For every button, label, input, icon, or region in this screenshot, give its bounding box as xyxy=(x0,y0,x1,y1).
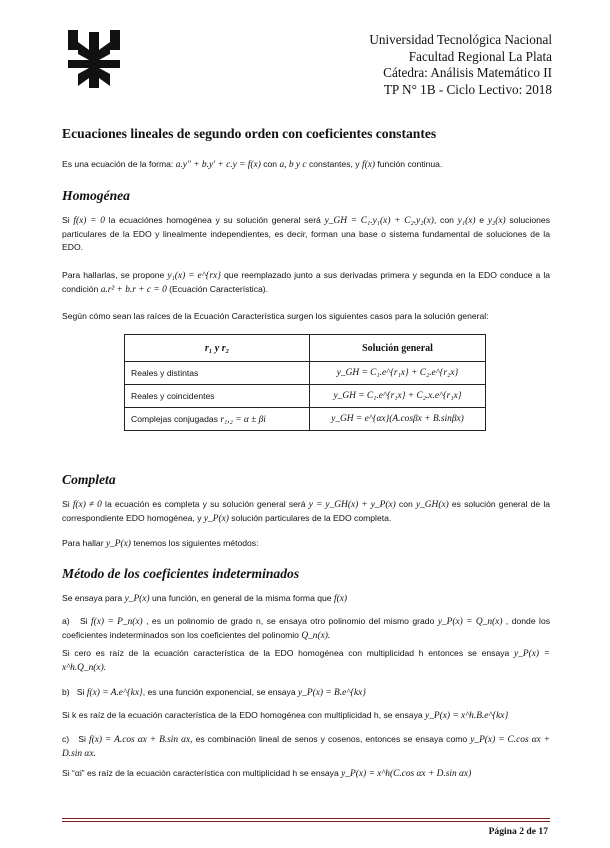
page-number: Página 2 de 17 xyxy=(488,826,548,837)
table-row xyxy=(125,408,486,431)
heading-homogenea: Homogénea xyxy=(62,188,130,203)
utn-logo xyxy=(68,30,120,88)
completa-paragraph-2: Para hallar y_P(x) tenemos los siguientes métodos: xyxy=(62,538,259,549)
table-header-roots: r₁ y r₂ xyxy=(125,335,310,362)
metodo-case-c: c) Si f(x) = A.cos αx + B.sin αx, es combinación lineal de senos y cosenos, entonces se ensaya como y_P(x) = C.cos αx + D.sin αx. xyxy=(62,734,550,759)
heading-completa: Completa xyxy=(62,472,116,487)
metodo-case-a-note: Si cero es raíz de la ecuación característica de la EDO homogénea con multiplicidad h entonces se ensaya y_P(x) = x^h.Q_n(x). xyxy=(62,648,551,673)
table-row xyxy=(125,385,486,408)
header-chair: Cátedra: Análisis Matemático II xyxy=(383,65,552,80)
header-faculty: Facultad Regional La Plata xyxy=(408,48,552,64)
table-cell-solution: y_GH = C₁.e^{r₁x} + C₂.e^{r₂x} xyxy=(310,362,486,385)
intro-paragraph: Es una ecuación de la forma: a.y'' + b.y' + c.y = f(x) con a, b y c constantes, y f(x) función continua. xyxy=(62,159,443,170)
table-header-solution: Solución general xyxy=(310,335,486,362)
completa-paragraph-1: Si f(x) ≠ 0 la ecuación es completa y su solución general será y = y_GH(x) + y_P(x) con y_GH(x) es solución general de la correspondiente EDO homogénea, y y_P(x) solución particulares de la EDO completa. xyxy=(62,499,551,524)
header-tp: TP N° 1B - Ciclo Lectivo: 2018 xyxy=(383,81,552,97)
footer-rule xyxy=(62,818,550,819)
metodo-case-b-note: Si k es raíz de la ecuación característica de la EDO homogénea con multiplicidad h, se ensaya y_P(x) = x^h.B.e^{kx} xyxy=(62,710,509,721)
table-cell-case: Reales y distintas xyxy=(125,362,310,385)
table-cell-case: Reales y coincidentes xyxy=(125,385,310,408)
metodo-paragraph-1: Se ensaya para y_P(x) una función, en general de la misma forma que f(x) xyxy=(62,593,347,604)
footer-rule-inner xyxy=(62,821,550,822)
homogenea-paragraph-1: Si f(x) = 0 la ecuaciónes homogénea y su solución general será y_GH = C₁.y₁(x) + C₂.y₂(x), con y₁(x) e y₂(x) soluciones particulares de la EDO y linealmente independientes, es decir, forman una base o sistema fundamental de soluciones de la EDO. xyxy=(62,215,551,252)
table-cell-case: Complejas conjugadas r₁,₂ = α ± βi xyxy=(125,408,310,431)
table-cell-solution: y_GH = C₁.e^{r₁x} + C₂.x.e^{r₁x} xyxy=(310,385,486,408)
metodo-case-b: b) Si f(x) = A.e^{kx}, es una función exponencial, se ensaya y_P(x) = B.e^{kx} xyxy=(62,687,367,698)
header-university: Universidad Tecnológica Nacional xyxy=(369,32,552,47)
institution-header xyxy=(369,32,552,98)
metodo-case-a: a) Si f(x) = P_n(x) , es un polinomio de grado n, se ensaya otro polinomio del mismo grado y_P(x) = Q_n(x) , donde los coeficientes indeterminados son los coeficientes del polinomio Q_n(x). xyxy=(62,616,551,641)
homogenea-paragraph-2: Para hallarlas, se propone y₁(x) = e^{rx} que reemplazado junto a sus derivadas primera y segunda en la EDO conduce a la condición a.r² + b.r + c = 0 (Ecuación Característica). xyxy=(62,270,551,295)
solutions-table xyxy=(124,334,486,431)
table-header-row xyxy=(125,335,486,362)
metodo-case-c-note: Si “αi” es raíz de la ecuación característica con multiplicidad h se ensaya y_P(x) = x^h(C.cos αx + D.sin αx) xyxy=(62,768,472,779)
table-row xyxy=(125,362,486,385)
homogenea-paragraph-3: Según cómo sean las raíces de la Ecuación Característica surgen los siguientes casos para la solución general: xyxy=(62,311,489,321)
document-title: Ecuaciones lineales de segundo orden con coeficientes constantes xyxy=(62,126,437,141)
heading-metodo: Método de los coeficientes indeterminados xyxy=(62,566,300,581)
table-cell-solution: y_GH = e^{αx}(A.cosβx + B.sinβx) xyxy=(310,408,486,431)
